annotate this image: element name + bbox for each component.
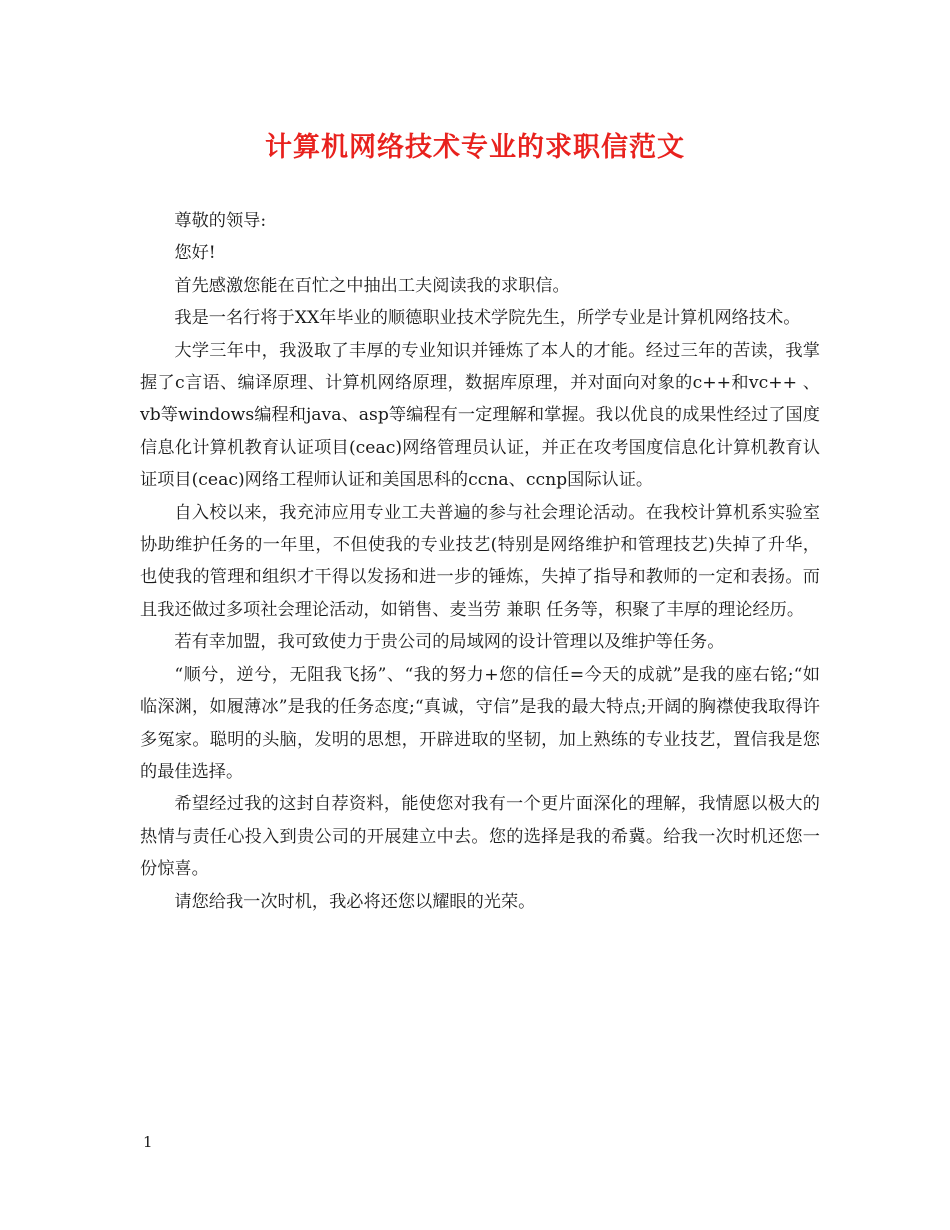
closing-paragraph: 请您给我一次时机，我必将还您以耀眼的光荣。 bbox=[174, 891, 536, 912]
document-title: 计算机网络技术专业的求职信范文 bbox=[265, 132, 685, 163]
paragraph: 自入校以来，我充沛应用专业工夫普遍的参与社会理论活动。在我校计算机系实验室协助维护任务的一年里，不但使我的专业技艺(特别是网络维护和管理技艺)失掉了升华，也使我的管理和组织才干得以发扬和进一步的锤炼，失掉了指导和教师的一定和表扬。而且我还做过多项社会理论活动，如销售、麦当劳 兼职 任务等，积聚了丰厚的理论经历。 bbox=[140, 502, 820, 620]
paragraph: 希望经过我的这封自荐资料，能使您对我有一个更片面深化的理解，我情愿以极大的热情与责任心投入到贵公司的开展建立中去。您的选择是我的希冀。给我一次时机还您一份惊喜。 bbox=[140, 794, 820, 880]
paragraph: 大学三年中，我汲取了丰厚的专业知识并锤炼了本人的才能。经过三年的苦读，我掌握了c言语、编译原理、计算机网络原理，数据库原理，并对面向对象的c++和vc++ 、vb等windows编程和java、asp等编程有一定理解和掌握。我以优良的成果性经过了国度信息化计算机教育认证项目(ceac)网络管理员认证，并正在攻考国度信息化计算机教育认证项目(ceac)网络工程师认证和美国思科的ccna、ccnp国际认证。 bbox=[140, 340, 820, 491]
salutation: 尊敬的领导: bbox=[174, 211, 267, 231]
page-number: 1 bbox=[143, 1133, 153, 1151]
paragraph: 我是一名行将于XX年毕业的顺德职业技术学院先生，所学专业是计算机网络技术。 bbox=[174, 308, 801, 329]
paragraph: “顺兮，逆兮，无阻我飞扬”、“我的努力+您的信任=今天的成就”是我的座右铭;“如临深渊，如履薄冰”是我的任务态度;“真诚，守信”是我的最大特点;开阔的胸襟使我取得许多冤家。聪明的头脑，发明的思想，开辟进取的坚韧，加上熟练的专业技艺，置信我是您的最佳选择。 bbox=[140, 664, 820, 782]
paragraph: 首先感激您能在百忙之中抽出工夫阅读我的求职信。 bbox=[174, 275, 570, 296]
letter-body bbox=[140, 205, 820, 918]
paragraph: 若有幸加盟，我可致使力于贵公司的局域网的设计管理以及维护等任务。 bbox=[174, 632, 725, 653]
greeting: 您好! bbox=[174, 243, 216, 264]
